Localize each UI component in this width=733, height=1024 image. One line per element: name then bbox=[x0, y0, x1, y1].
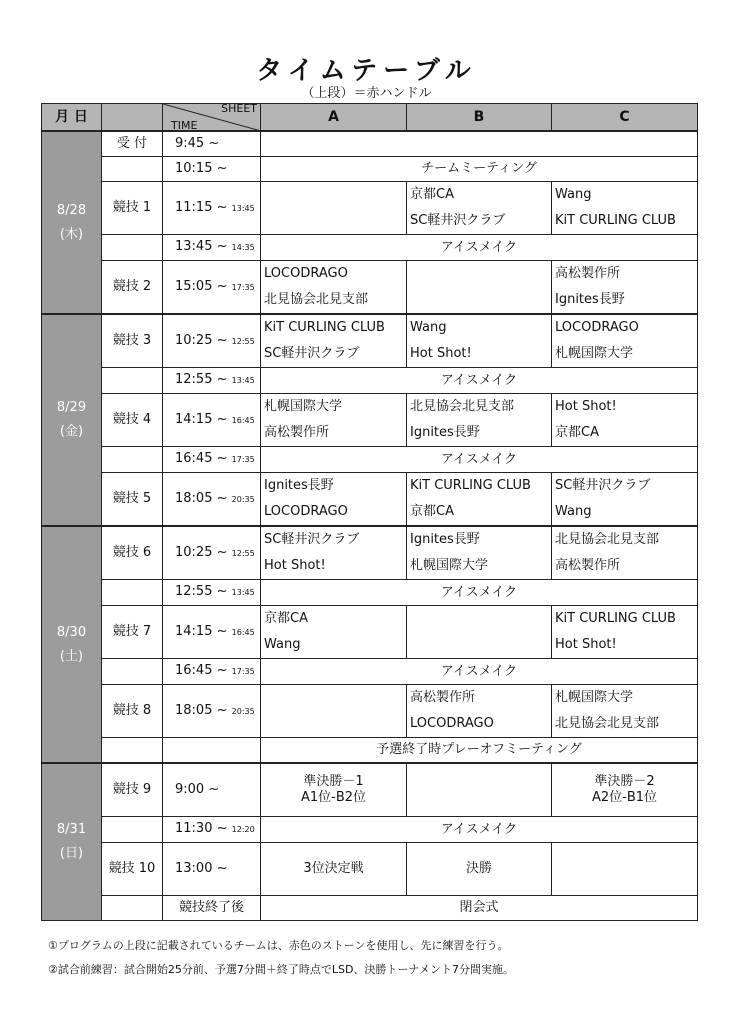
team-top: LOCODRAGO bbox=[264, 266, 348, 281]
time-end: 20:35 bbox=[231, 706, 255, 716]
event-label: 競技 3 bbox=[102, 314, 163, 368]
time-cell bbox=[163, 235, 261, 261]
time-end: 17:35 bbox=[231, 282, 255, 292]
time-cell bbox=[163, 659, 261, 685]
empty-cell bbox=[261, 131, 698, 157]
team-top: KiT CURLING CLUB bbox=[555, 611, 676, 626]
team-bottom: 北見協会北見支部 bbox=[555, 716, 660, 731]
time-cell bbox=[163, 606, 261, 659]
semifinal-label: 準決勝－2 bbox=[594, 774, 655, 789]
sheet-a-cell bbox=[261, 182, 407, 235]
team-bottom: Hot Shot! bbox=[555, 637, 617, 652]
semifinal-match: A2位-B1位 bbox=[591, 790, 658, 805]
team-bottom: KiT CURLING CLUB bbox=[555, 213, 676, 228]
time-cell bbox=[163, 447, 261, 473]
event-label bbox=[102, 235, 163, 261]
day-cell-0831 bbox=[42, 763, 102, 921]
table-row bbox=[42, 368, 698, 394]
note-2: ②試合前練習：試合開始25分前、予選7分間＋終了時点でLSD、決勝トーナメント7分間実施。 bbox=[48, 963, 514, 976]
time-end: 13:45 bbox=[231, 376, 255, 385]
sheet-b-cell bbox=[407, 182, 552, 235]
time-end: 12:55 bbox=[231, 548, 255, 558]
time-cell bbox=[163, 685, 261, 738]
time-start: 11:30 ~ bbox=[175, 821, 228, 836]
time-cell bbox=[163, 738, 261, 764]
team-top: Wang bbox=[410, 320, 447, 335]
timetable bbox=[41, 103, 698, 921]
time-cell bbox=[163, 182, 261, 235]
time-start: 11:15 ~ bbox=[175, 199, 228, 215]
day-weekday: (金) bbox=[59, 424, 84, 439]
sheet-b-cell bbox=[407, 473, 552, 527]
time-cell bbox=[163, 131, 261, 157]
header-row bbox=[42, 104, 698, 132]
page-subtitle: （上段）＝赤ハンドル bbox=[301, 86, 432, 101]
time-end: 16:45 bbox=[231, 415, 255, 425]
team-top: 札幌国際大学 bbox=[264, 399, 343, 414]
team-bottom: LOCODRAGO bbox=[264, 504, 348, 519]
table-row bbox=[42, 182, 698, 235]
day-weekday: (木) bbox=[59, 226, 84, 242]
sheet-b-cell bbox=[407, 314, 552, 368]
event-label: 競技 9 bbox=[102, 763, 163, 817]
table-row bbox=[42, 157, 698, 182]
time-start: 16:45 ~ bbox=[175, 663, 228, 678]
sheet-c-cell bbox=[552, 182, 698, 235]
time-start: 14:15 ~ bbox=[175, 411, 228, 427]
sheet-c-cell bbox=[552, 473, 698, 527]
time-end: 20:35 bbox=[231, 494, 255, 504]
table-row bbox=[42, 447, 698, 473]
sheet-a-cell bbox=[261, 394, 407, 447]
day-cell-0830 bbox=[42, 526, 102, 763]
sheet-b-cell bbox=[407, 685, 552, 738]
team-bottom: Wang bbox=[264, 637, 301, 652]
time-start: 18:05 ~ bbox=[175, 490, 228, 506]
table-row bbox=[42, 738, 698, 764]
team-top: 京都CA bbox=[264, 611, 308, 626]
header-sheet-c: C bbox=[552, 104, 698, 132]
time-start: 9:00 ~ bbox=[175, 782, 220, 797]
span-label: アイスメイク bbox=[261, 368, 698, 394]
day-date: 8/31 bbox=[56, 822, 87, 837]
sheet-b-cell: 決勝 bbox=[407, 843, 552, 896]
sheet-b-cell bbox=[407, 394, 552, 447]
day-cell-0829 bbox=[42, 314, 102, 526]
event-label bbox=[102, 368, 163, 394]
team-top: 高松製作所 bbox=[555, 266, 621, 281]
day-cell-0828 bbox=[42, 131, 102, 314]
time-end: 17:35 bbox=[231, 455, 255, 464]
day-date: 8/30 bbox=[56, 624, 87, 640]
time-cell bbox=[163, 368, 261, 394]
team-bottom: 高松製作所 bbox=[264, 425, 330, 440]
team-bottom: 札幌国際大学 bbox=[410, 558, 489, 573]
notes bbox=[48, 934, 514, 982]
event-label: 競技 6 bbox=[102, 526, 163, 580]
team-top: KiT CURLING CLUB bbox=[264, 320, 385, 335]
header-sheet-b: B bbox=[407, 104, 552, 132]
event-label: 競技 8 bbox=[102, 685, 163, 738]
note-1: ①プログラムの上段に記載されているチームは、赤色のストーンを使用し、先に練習を行う。 bbox=[48, 939, 509, 952]
table-row bbox=[42, 896, 698, 921]
sheet-c-cell bbox=[552, 526, 698, 580]
span-label: 予選終了時プレーオフミーティング bbox=[261, 738, 698, 764]
team-top: LOCODRAGO bbox=[555, 320, 639, 335]
header-date: 月 日 bbox=[42, 104, 102, 132]
time-start: 13:00 ~ bbox=[175, 861, 228, 876]
event-label bbox=[102, 738, 163, 764]
time-cell bbox=[163, 473, 261, 527]
time-start: 18:05 ~ bbox=[175, 702, 228, 718]
team-bottom: LOCODRAGO bbox=[410, 716, 494, 731]
time-end: 17:35 bbox=[231, 667, 255, 676]
table-row bbox=[42, 526, 698, 580]
header-blank bbox=[102, 104, 163, 132]
sheet-a-cell bbox=[261, 473, 407, 527]
time-cell bbox=[163, 314, 261, 368]
sheet-a-cell bbox=[261, 606, 407, 659]
time-cell bbox=[163, 580, 261, 606]
header-sheet-time bbox=[163, 104, 261, 132]
time-cell bbox=[163, 261, 261, 315]
header-time-label: TIME bbox=[171, 119, 198, 131]
team-bottom: Ignites長野 bbox=[410, 425, 480, 440]
time-start: 14:15 ~ bbox=[175, 623, 228, 639]
time-cell bbox=[163, 157, 261, 182]
time-cell bbox=[163, 526, 261, 580]
sheet-b-cell bbox=[407, 261, 552, 315]
event-label bbox=[102, 817, 163, 843]
sheet-c-cell bbox=[552, 394, 698, 447]
event-label bbox=[102, 659, 163, 685]
team-bottom: 京都CA bbox=[410, 504, 454, 519]
time-start: 9:45 ~ bbox=[175, 136, 220, 151]
sheet-c-cell bbox=[552, 261, 698, 315]
event-label: 競技 7 bbox=[102, 606, 163, 659]
team-bottom: 京都CA bbox=[555, 425, 599, 440]
team-top: 北見協会北見支部 bbox=[555, 532, 660, 547]
time-end: 13:45 bbox=[231, 203, 255, 213]
sheet-c-cell bbox=[552, 685, 698, 738]
day-weekday: (日) bbox=[59, 846, 84, 861]
span-label: アイスメイク bbox=[261, 580, 698, 606]
time-start: 10:25 ~ bbox=[175, 332, 228, 348]
time-cell bbox=[163, 843, 261, 896]
span-label: チームミーティング bbox=[261, 157, 698, 182]
sheet-a-cell bbox=[261, 685, 407, 738]
sheet-b-cell bbox=[407, 763, 552, 817]
table-row bbox=[42, 394, 698, 447]
table-row bbox=[42, 606, 698, 659]
table-row bbox=[42, 261, 698, 315]
time-cell bbox=[163, 394, 261, 447]
event-label bbox=[102, 580, 163, 606]
team-top: Ignites長野 bbox=[264, 478, 334, 493]
event-label bbox=[102, 896, 163, 921]
semifinal-label: 準決勝－1 bbox=[303, 774, 364, 789]
time-end: 12:55 bbox=[231, 336, 255, 346]
header-sheet-label: SHEET bbox=[221, 103, 257, 115]
table-row bbox=[42, 314, 698, 368]
team-top: KiT CURLING CLUB bbox=[410, 478, 531, 493]
sheet-a-cell: 3位決定戦 bbox=[261, 843, 407, 896]
event-label: 競技 10 bbox=[102, 843, 163, 896]
team-bottom: SC軽井沢クラブ bbox=[410, 213, 506, 228]
team-top: Ignites長野 bbox=[410, 532, 480, 547]
sheet-c-cell bbox=[552, 843, 698, 896]
team-bottom: Hot Shot! bbox=[264, 558, 326, 573]
day-date: 8/28 bbox=[56, 202, 87, 218]
sheet-b-cell bbox=[407, 526, 552, 580]
table-row bbox=[42, 843, 698, 896]
table-row bbox=[42, 659, 698, 685]
day-date: 8/29 bbox=[56, 400, 87, 415]
team-bottom: 札幌国際大学 bbox=[555, 346, 634, 361]
team-bottom: 北見協会北見支部 bbox=[264, 292, 369, 307]
event-label: 競技 5 bbox=[102, 473, 163, 527]
team-bottom: 高松製作所 bbox=[555, 558, 621, 573]
table-row bbox=[42, 473, 698, 527]
sheet-c-cell bbox=[552, 314, 698, 368]
time-cell bbox=[163, 817, 261, 843]
sheet-c-cell bbox=[552, 763, 698, 817]
team-top: SC軽井沢クラブ bbox=[555, 478, 651, 493]
team-top: 京都CA bbox=[410, 187, 454, 202]
time-start: 12:55 ~ bbox=[175, 372, 228, 387]
time-end: 12:20 bbox=[231, 825, 255, 834]
event-label bbox=[102, 447, 163, 473]
span-label: アイスメイク bbox=[261, 447, 698, 473]
time-start: 16:45 ~ bbox=[175, 451, 228, 466]
time-end: 14:35 bbox=[231, 243, 255, 252]
sheet-a-cell bbox=[261, 526, 407, 580]
time-end: 16:45 bbox=[231, 627, 255, 637]
table-row bbox=[42, 763, 698, 817]
span-label: アイスメイク bbox=[261, 817, 698, 843]
semifinal-match: A1位-B2位 bbox=[300, 790, 367, 805]
team-bottom: Ignites長野 bbox=[555, 292, 625, 307]
page-title: タイムテーブル bbox=[256, 56, 477, 86]
time-start: 12:55 ~ bbox=[175, 584, 228, 599]
sheet-a-cell bbox=[261, 763, 407, 817]
event-label bbox=[102, 157, 163, 182]
team-top: Hot Shot! bbox=[555, 399, 617, 414]
event-label: 競技 4 bbox=[102, 394, 163, 447]
team-top: 高松製作所 bbox=[410, 690, 476, 705]
team-top: 北見協会北見支部 bbox=[410, 399, 515, 414]
time-cell: 競技終了後 bbox=[163, 896, 261, 921]
time-start: 10:15 ~ bbox=[175, 161, 228, 176]
sheet-a-cell bbox=[261, 314, 407, 368]
table-row bbox=[42, 235, 698, 261]
table-row bbox=[42, 580, 698, 606]
sheet-c-cell bbox=[552, 606, 698, 659]
span-label: 閉会式 bbox=[261, 896, 698, 921]
event-label: 競技 2 bbox=[102, 261, 163, 315]
team-bottom: SC軽井沢クラブ bbox=[264, 346, 360, 361]
team-bottom: Hot Shot! bbox=[410, 346, 472, 361]
team-bottom: Wang bbox=[555, 504, 592, 519]
event-label: 競技 1 bbox=[102, 182, 163, 235]
time-end: 13:45 bbox=[231, 588, 255, 597]
time-cell bbox=[163, 763, 261, 817]
sheet-b-cell bbox=[407, 606, 552, 659]
table-row bbox=[42, 817, 698, 843]
table-row bbox=[42, 131, 698, 157]
sheet-a-cell bbox=[261, 261, 407, 315]
time-start: 10:25 ~ bbox=[175, 544, 228, 560]
team-top: Wang bbox=[555, 187, 592, 202]
table-row bbox=[42, 685, 698, 738]
header-sheet-a: A bbox=[261, 104, 407, 132]
day-weekday: (土) bbox=[59, 648, 84, 664]
team-top: 札幌国際大学 bbox=[555, 690, 634, 705]
event-label: 受 付 bbox=[102, 131, 163, 157]
time-start: 13:45 ~ bbox=[175, 239, 228, 254]
span-label: アイスメイク bbox=[261, 659, 698, 685]
time-start: 15:05 ~ bbox=[175, 278, 228, 294]
span-label: アイスメイク bbox=[261, 235, 698, 261]
team-top: SC軽井沢クラブ bbox=[264, 532, 360, 547]
